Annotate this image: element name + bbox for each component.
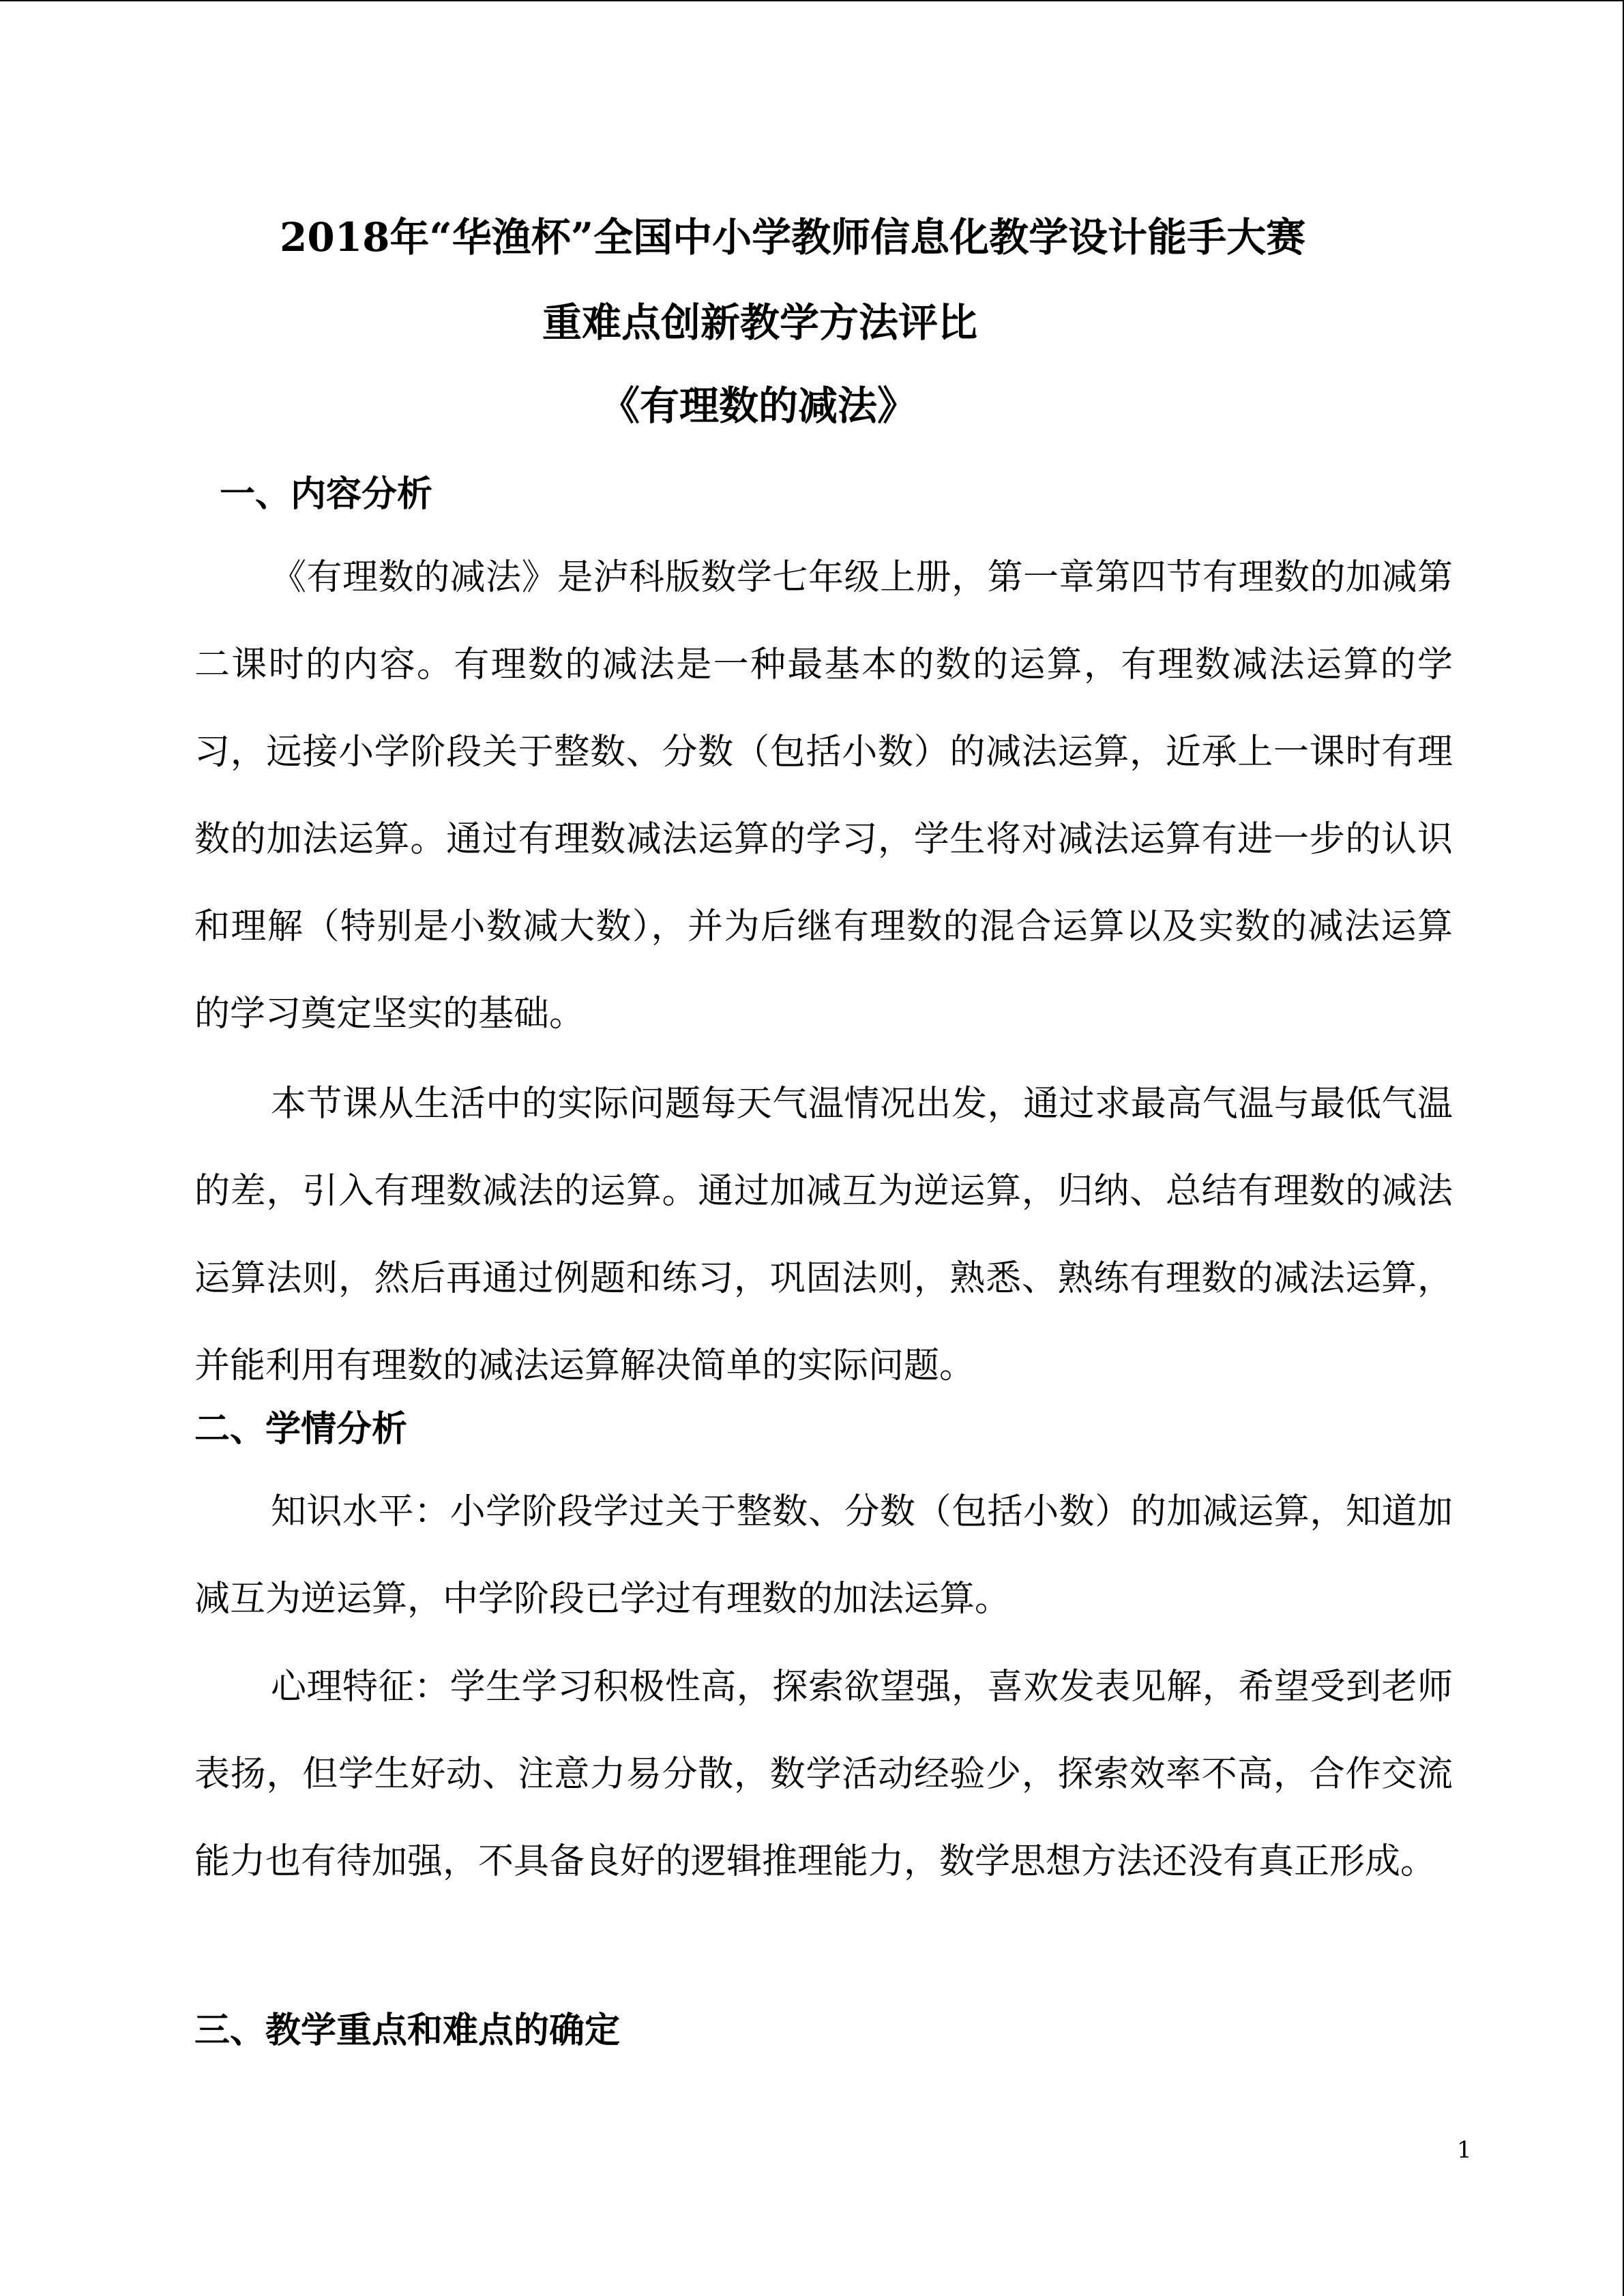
paragraph-psychological-traits: 心理特征：学生学习积极性高，探索欲望强，喜欢发表见解，希望受到老师表扬，但学生好动、注意力易分散，数学活动经验少，探索效率不高，合作交流能力也有待加强，不具备良好的逻辑推理能力，数学思想方法还没有真正形成。 [194, 1667, 1453, 1882]
paragraph-content-analysis-1: 《有理数的减法》是泸科版数学七年级上册，第一章第四节有理数的加减第二课时的内容。有理数的减法是一种最基本的数的运算，有理数减法运算的学习，远接小学阶段关于整数、分数（包括小数）的减法运算，近承上一课时有理数的加法运算。通过有理数减法运算的学习，学生将对减法运算有进一步的认识和理解（特别是小数减大数），并为后继有理数的混合运算以及实数的减法运算的学习奠定坚实的基础。 [194, 557, 1453, 1034]
section-heading-content-analysis: 一、内容分析 [220, 474, 433, 515]
document-subtitle: 重难点创新教学方法评比 [542, 299, 978, 346]
section-heading-key-points: 三、教学重点和难点的确定 [194, 2010, 621, 2051]
page-number: 1 [1457, 2136, 1472, 2164]
paragraph-knowledge-level: 知识水平：小学阶段学过关于整数、分数（包括小数）的加减运算，知道加减互为逆运算，中学阶段已学过有理数的加法运算。 [194, 1491, 1453, 1620]
section-heading-student-analysis: 二、学情分析 [194, 1409, 408, 1450]
lesson-title: 《有理数的减法》 [600, 383, 917, 429]
document-title: 2018年“华渔杯”全国中小学教师信息化教学设计能手大赛 [280, 214, 1306, 260]
paragraph-content-analysis-2: 本节课从生活中的实际问题每天气温情况出发，通过求最高气温与最低气温的差，引入有理数减法的运算。通过加减互为逆运算，归纳、总结有理数的减法运算法则，然后再通过例题和练习，巩固法则，熟悉、熟练有理数的减法运算，并能利用有理数的减法运算解决简单的实际问题。 [194, 1084, 1453, 1386]
